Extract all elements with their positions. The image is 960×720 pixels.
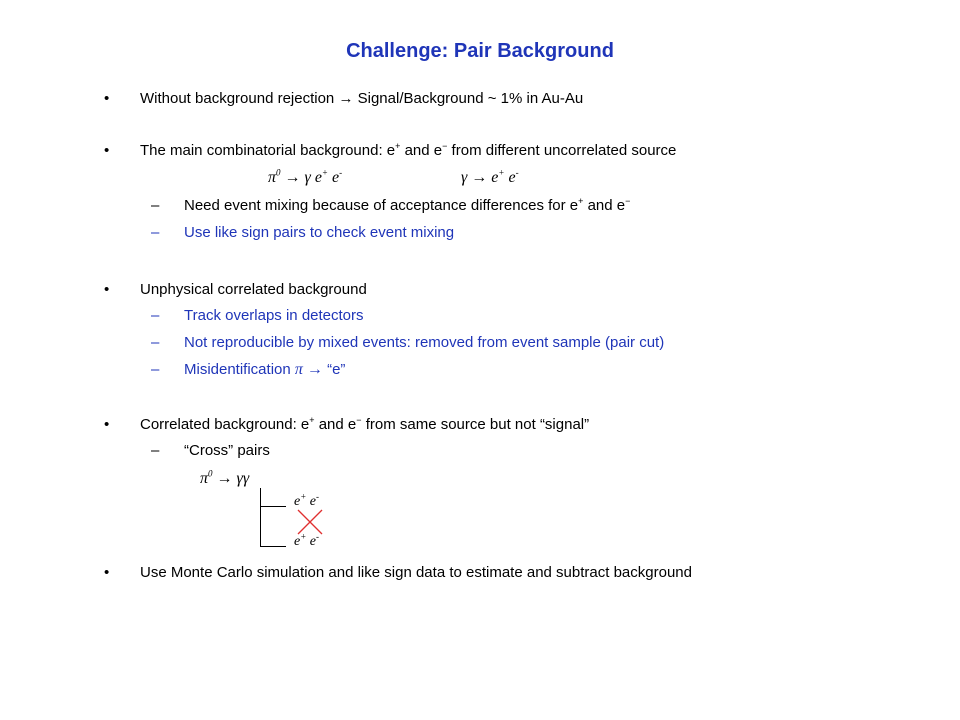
eq1-mid: e (328, 169, 340, 186)
b1-text-b: Signal/Background ~ 1% in Au-Au (353, 90, 584, 107)
sub1-sup-plus: + (578, 196, 584, 206)
dash-marker: – (151, 307, 160, 324)
b4-text-a: Correlated background: e (140, 416, 310, 433)
diagram-upper-branch (260, 506, 286, 507)
lower-sm: - (316, 531, 320, 542)
sub-track-overlaps: Track overlaps in detectors (184, 307, 364, 324)
sub1-sup-minus: − (625, 196, 631, 206)
b4-text-c: from same source but not “signal” (361, 416, 590, 433)
sub-pair-cut: Not reproducible by mixed events: removed from event sample (pair cut) (184, 334, 665, 351)
eq2-sm: - (515, 167, 519, 178)
slide-title: Challenge: Pair Background (346, 40, 614, 62)
b2-text-c: from different uncorrelated source (447, 142, 677, 159)
eq1-sup0: 0 (276, 167, 281, 178)
lower-sp: + (300, 531, 307, 542)
eq1-sm: - (339, 167, 343, 178)
eq3-rhs: → γγ (212, 470, 250, 487)
dash-marker: – (151, 442, 160, 459)
b4-text-b: and e (314, 416, 357, 433)
b2-text-b: and e (400, 142, 443, 159)
bullet-unphysical-background: Unphysical correlated background (140, 281, 367, 298)
upper-e1: e (294, 494, 301, 509)
eq2-mid: e (504, 169, 516, 186)
equation-pi0-two-photon (200, 470, 249, 488)
dash-marker: – (151, 224, 160, 241)
sub1-text-b: and e (583, 197, 626, 214)
lower-e1: e (294, 534, 301, 549)
b2-text-a: The main combinatorial background: e (140, 142, 396, 159)
b1-text-a: Without background rejection (140, 90, 339, 107)
cross-mark-icon (296, 508, 324, 536)
misid-text: Misidentification (184, 361, 295, 378)
diagram-lower-branch (260, 546, 286, 547)
bullet-combinatorial-background (140, 142, 676, 160)
lower-e2: e (306, 534, 317, 549)
bullet-marker: • (104, 281, 110, 298)
bullet-marker: • (104, 90, 110, 107)
eq3-sup0: 0 (208, 468, 213, 479)
arrow-icon: → (338, 90, 354, 107)
bullet-correlated-background (140, 416, 589, 434)
eq1-sp: + (321, 167, 328, 178)
sub-event-mixing (184, 197, 630, 215)
sub-misidentification (184, 361, 345, 379)
dash-marker: – (151, 361, 160, 378)
bullet-monte-carlo: Use Monte Carlo simulation and like sign data to estimate and subtract background (140, 564, 692, 581)
dash-marker: – (151, 197, 160, 214)
sub1-text-a: Need event mixing because of acceptance differences for e (184, 197, 579, 214)
bullet-marker: • (104, 142, 110, 159)
misid-quote: “e” (322, 361, 346, 378)
b4-sup-plus: + (309, 415, 315, 425)
dash-marker: – (151, 334, 160, 351)
sub-cross-pairs: “Cross” pairs (184, 442, 270, 459)
eq3-lhs: π (200, 470, 209, 487)
misid-math: π → (294, 361, 323, 378)
equation-pi0-dalitz (268, 169, 342, 187)
upper-sp: + (300, 491, 307, 502)
diagram-vertical-line (260, 488, 261, 547)
b4-sup-minus: − (356, 415, 362, 425)
equation-gamma-conversion (461, 169, 519, 187)
eq2-sp: + (498, 167, 505, 178)
eq1-arrow: → γ e (280, 169, 322, 186)
sub-like-sign-pairs: Use like sign pairs to check event mixing (184, 224, 455, 241)
upper-sm: - (316, 491, 320, 502)
bullet-marker: • (104, 564, 110, 581)
b2-sup-plus: + (395, 141, 401, 151)
eq2-lhs: γ → e (461, 169, 499, 186)
bullet-marker: • (104, 416, 110, 433)
bullet-background-rejection (140, 90, 583, 108)
upper-e2: e (306, 494, 317, 509)
eq1-lhs: π (268, 169, 277, 186)
b2-sup-minus: − (442, 141, 448, 151)
